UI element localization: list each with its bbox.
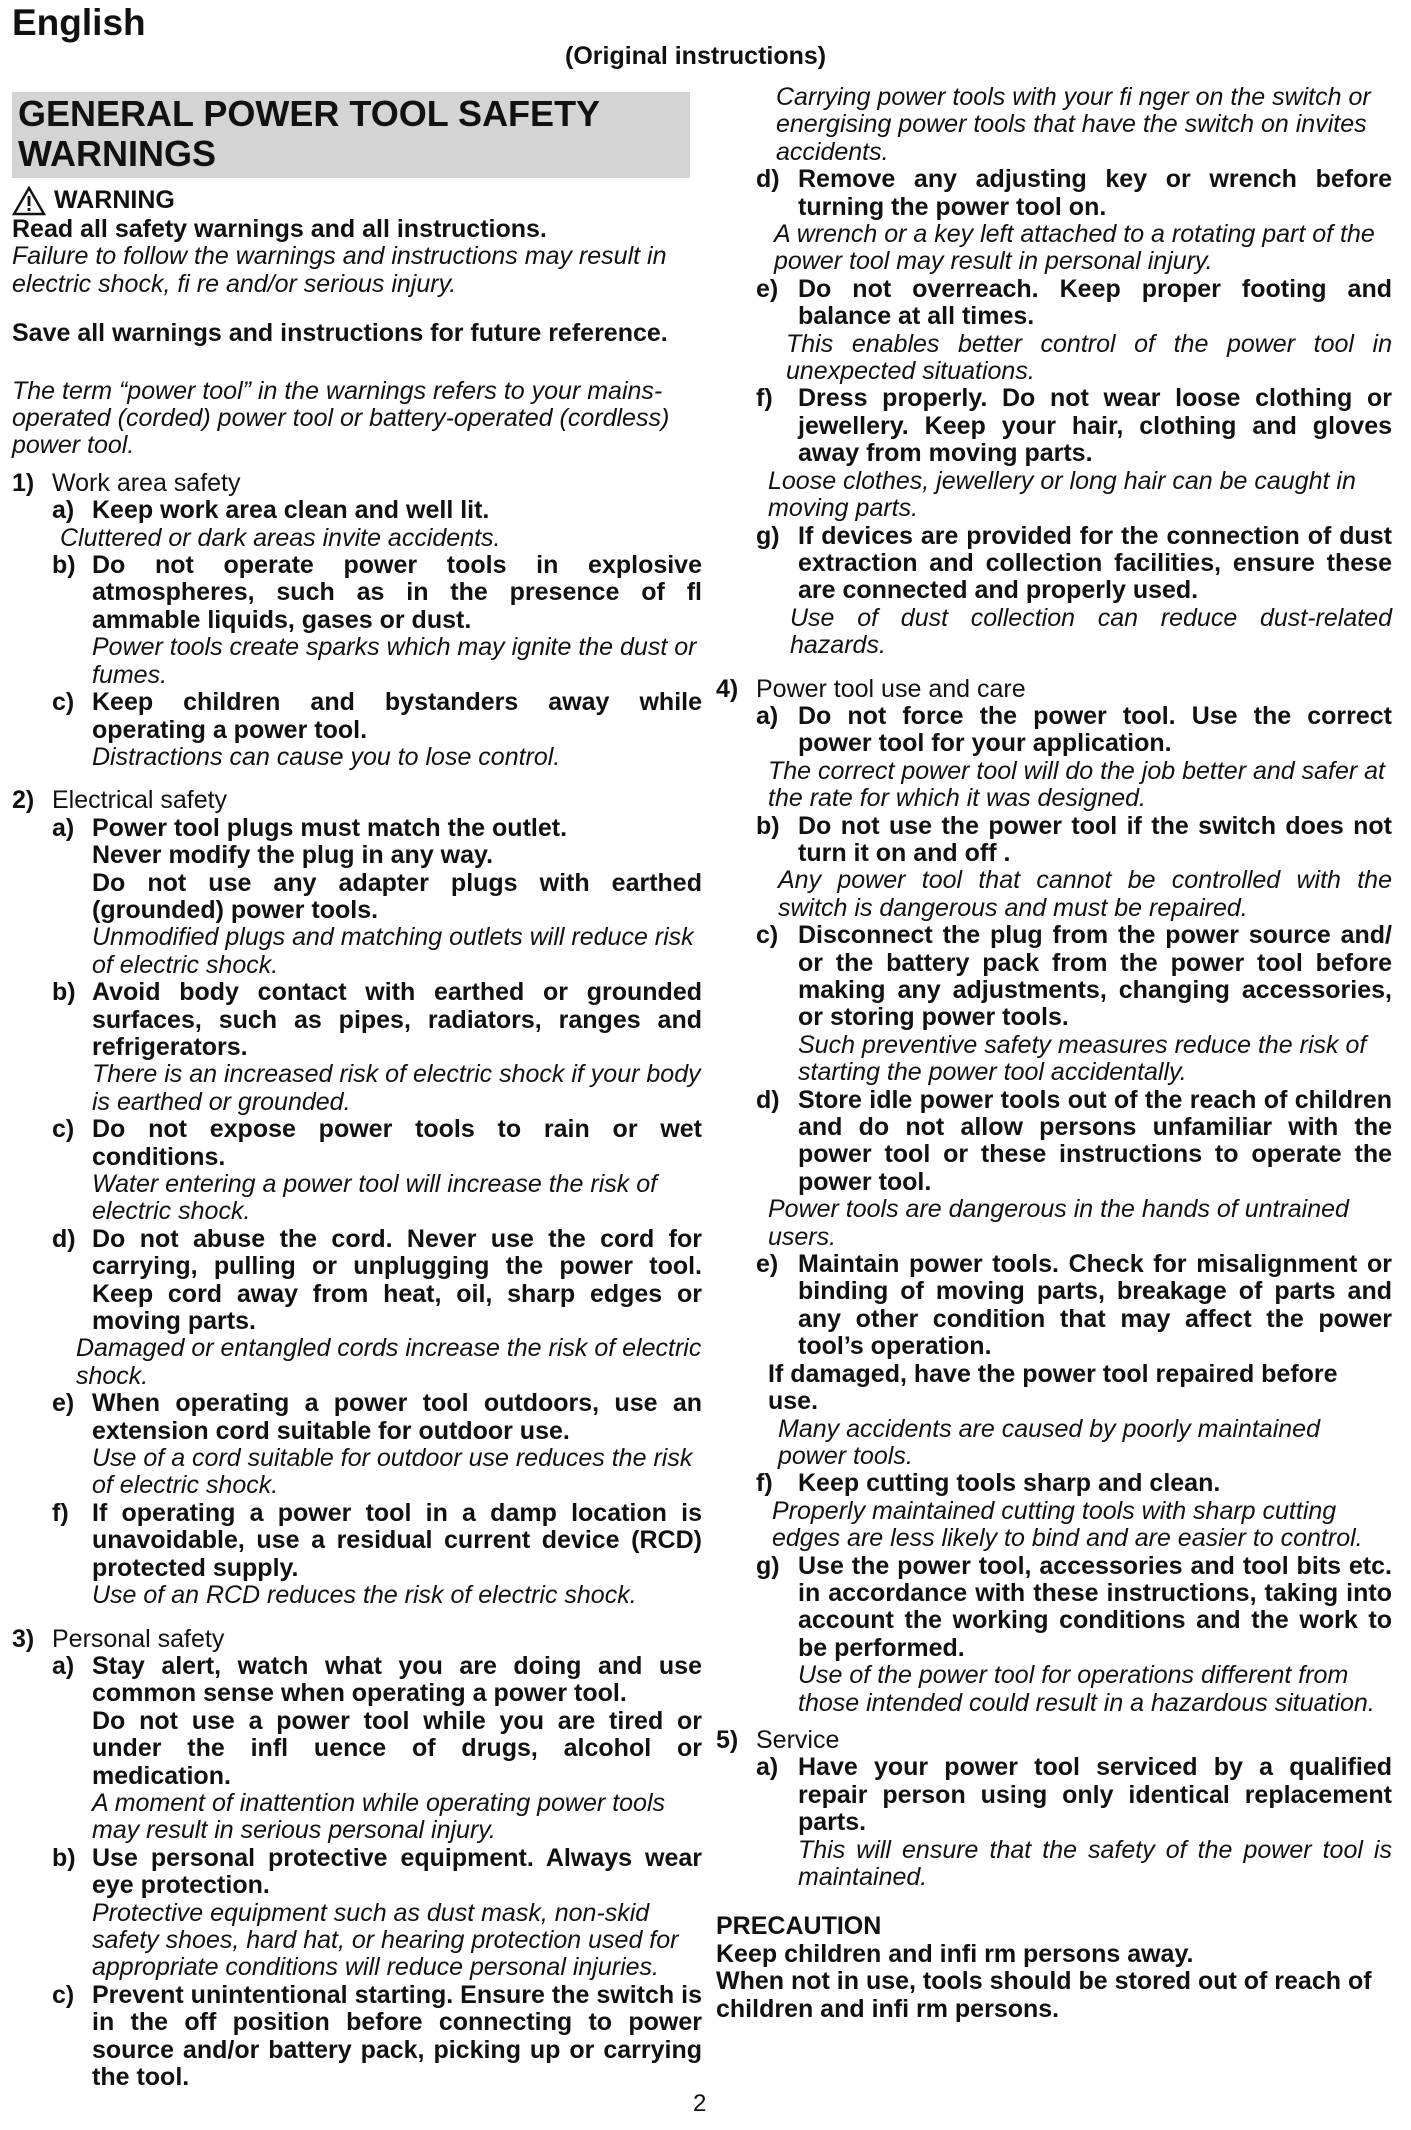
list-item: c) Keep children and bystanders away while operating a power tool. [52, 688, 702, 744]
list-item: d) Remove any adjusting key or wrench before turning the power tool on. [756, 165, 1392, 221]
list-item: a) Power tool plugs must match the outlet. [52, 813, 568, 842]
item-note: Water entering a power tool will increase the risk of electric shock. [92, 1170, 658, 1226]
list-item: a) Do not force the power tool. Use the correct power tool for your application. [756, 701, 1392, 758]
precaution-line-1: Keep children and infi rm persons away. [716, 1939, 1194, 1968]
item-note: Protective equipment such as dust mask, non-skid safety shoes, hard hat, or hearing protection used for appropriate conditions will reduce personal injuries. [92, 1898, 679, 1982]
list-item: b) Avoid body contact with earthed or grounded surfaces, such as pipes, radiators, ranges and refrigerators. [52, 978, 702, 1061]
item-note: Use of dust collection can reduce dust-related hazards. [790, 603, 1392, 660]
item-note: There is an increased risk of electric shock if your body is earthed or grounded. [92, 1060, 701, 1116]
warning-label: WARNING [54, 186, 175, 215]
item-note: The correct power tool will do the job better and safer at the rate for which it was designed. [768, 756, 1385, 813]
precaution-line-2: When not in use, tools should be stored out of reach of children and infi rm persons. [716, 1967, 1372, 2023]
precaution-title: PRECAUTION [716, 1912, 882, 1941]
item-text: Do not use a power tool while you are tired or under the infl uence of drugs, alcohol or medication. [92, 1706, 702, 1790]
item-note: This will ensure that the safety of the power tool is maintained. [798, 1835, 1392, 1891]
list-item: f) Dress properly. Do not wear loose clothing or jewellery. Keep your hair, clothing and gloves away from moving parts. [756, 384, 1392, 468]
list-item: c) Do not expose power tools to rain or wet conditions. [52, 1115, 702, 1171]
save-text: Save all warnings and instructions for future reference. [12, 319, 668, 348]
item-note: Use of the power tool for operations different from those intended could result in a hazardous situation. [798, 1661, 1375, 1717]
section-1-heading: 1) Work area safety [12, 468, 241, 497]
item-note: Many accidents are caused by poorly maintained power tools. [778, 1414, 1320, 1470]
section-4-heading: 4) Power tool use and care [716, 674, 1026, 703]
list-item: a) Keep work area clean and well lit. [52, 496, 490, 525]
item-note: Use of a cord suitable for outdoor use reduces the risk of electric shock. [92, 1444, 693, 1500]
list-item: g) If devices are provided for the connection of dust extraction and collection facilities, ensure these are connected and properly used. [756, 521, 1392, 605]
list-item: c) Prevent unintentional starting. Ensure the switch is in the off position before connecting to power source and/or battery pack, picking up or carrying the tool. [52, 1980, 702, 2091]
list-item: g) Use the power tool, accessories and tool bits etc. in accordance with these instructions, taking into account the working conditions and the work to be performed. [756, 1551, 1392, 1662]
list-item: a) Stay alert, watch what you are doing and use common sense when operating a power tool. [52, 1651, 702, 1708]
item-note: Use of an RCD reduces the risk of electric shock. [92, 1581, 637, 1610]
page-number: 2 [693, 2090, 707, 2117]
list-item: f) If operating a power tool in a damp location is unavoidable, use a residual current device (RCD) protected supply. [52, 1498, 702, 1582]
page-language: English [12, 2, 146, 43]
page-title: GENERAL POWER TOOL SAFETY WARNINGS [12, 92, 690, 178]
list-item: b) Do not operate power tools in explosive atmospheres, such as in the presence of fl ammable liquids, gases or dust. [52, 551, 702, 634]
section-3-heading: 3) Personal safety [12, 1624, 225, 1653]
list-item: e) When operating a power tool outdoors, use an extension cord suitable for outdoor use. [52, 1389, 702, 1445]
list-item: b) Do not use the power tool if the switch does not turn it on and off . [756, 811, 1392, 867]
original-instructions: (Original instructions) [565, 42, 827, 70]
read-all-text: Read all safety warnings and all instructions. [12, 215, 547, 243]
item-text: If damaged, have the power tool repaired before use. [768, 1359, 1338, 1416]
item-note: Any power tool that cannot be controlled with the switch is dangerous and must be repaired. [778, 866, 1392, 922]
left-column [12, 92, 702, 2091]
list-item: a) Have your power tool serviced by a qualified repair person using only identical replacement parts. [756, 1753, 1392, 1837]
item-note: A wrench or a key left attached to a rotating part of the power tool may result in personal injury. [774, 220, 1375, 276]
list-item: d) Store idle power tools out of the reach of children and do not allow persons unfamiliar with the power tool or these instructions to operate the power tool. [756, 1085, 1392, 1196]
warning-triangle-icon [12, 186, 46, 216]
item-note: Power tools are dangerous in the hands of untrained users. [768, 1195, 1349, 1251]
right-column [716, 84, 1392, 2023]
item-note: Damaged or entangled cords increase the risk of electric shock. [76, 1334, 702, 1390]
failure-text: Failure to follow the warnings and instructions may result in electric shock, fi re and/or serious injury. [12, 242, 667, 298]
section-2-heading: 2) Electrical safety [12, 786, 228, 815]
item-note: Unmodified plugs and matching outlets will reduce risk of electric shock. [92, 923, 694, 979]
item-note: Properly maintained cutting tools with sharp cutting edges are less likely to bind and are easier to control. [772, 1496, 1363, 1553]
list-item: c) Disconnect the plug from the power source and/ or the battery pack from the power tool before making any adjustments, changing accessories, or storing power tools. [756, 921, 1392, 1032]
list-item: f) Keep cutting tools sharp and clean. [756, 1469, 1221, 1498]
item-note: A moment of inattention while operating power tools may result in serious personal injury. [92, 1788, 666, 1845]
warning-heading [12, 186, 702, 216]
list-item: b) Use personal protective equipment. Always wear eye protection. [52, 1843, 702, 1900]
item-note: Carrying power tools with your fi nger on the switch or energising power tools that have the switch on invites accidents. [776, 83, 1371, 166]
item-note: This enables better control of the power tool in unexpected situations. [786, 329, 1392, 386]
item-note: Loose clothes, jewellery or long hair can be caught in moving parts. [768, 466, 1356, 523]
list-item: d) Do not abuse the cord. Never use the cord for carrying, pulling or unplugging the power tool. Keep cord away from heat, oil, sharp edges or moving parts. [52, 1224, 702, 1336]
term-text: The term “power tool” in the warnings refers to your mains-operated (corded) power tool or battery-operated (cordless) power tool. [12, 376, 670, 460]
section-5-heading: 5) Service [716, 1725, 840, 1754]
item-note: Cluttered or dark areas invite accidents. [60, 523, 501, 552]
item-note: Distractions can cause you to lose control. [92, 742, 561, 771]
item-text: Do not use any adapter plugs with earthed (grounded) power tools. [92, 868, 702, 924]
item-text: Never modify the plug in any way. [92, 841, 494, 870]
item-note: Such preventive safety measures reduce the risk of starting the power tool accidentally. [798, 1030, 1367, 1087]
list-item: e) Maintain power tools. Check for misalignment or binding of moving parts, breakage of parts and any other condition that may affect the power tool’s operation. [756, 1250, 1392, 1361]
list-item: e) Do not overreach. Keep proper footing and balance at all times. [756, 274, 1392, 331]
item-note: Power tools create sparks which may ignite the dust or fumes. [92, 633, 697, 689]
